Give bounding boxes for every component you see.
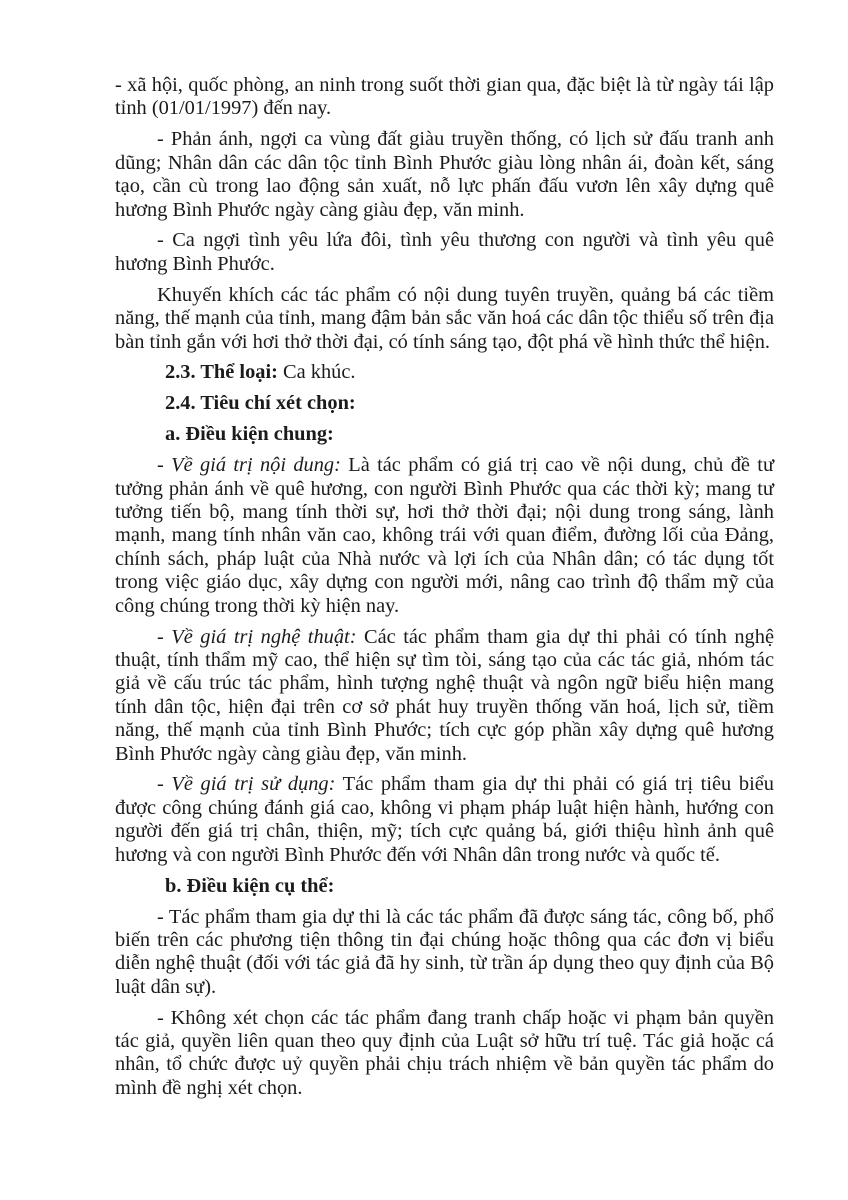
body-paragraph: [115, 454, 774, 618]
heading-paragraph: [115, 392, 774, 415]
text-run-bold: a. Điều kiện chung:: [165, 423, 334, 446]
body-paragraph: [115, 773, 774, 867]
text-run-normal: Tác phẩm tham gia dự thi phải có giá trị tiêu biểu được công chúng đánh giá cao, không vi phạm pháp luật hiện hành, hướng con người đến giá trị chân, thiện, mỹ; tích cực quảng bá, giới thiệu hình ảnh quê hương và con người Bình Phước đến với Nhân dân trong nước và quốc tế.: [115, 773, 774, 866]
body-paragraph: [115, 284, 774, 354]
heading-paragraph: [115, 875, 774, 898]
text-run-normal: - Không xét chọn các tác phẩm đang tranh chấp hoặc vi phạm bản quyền tác giả, quyền liên quan theo quy định của Luật sở hữu trí tuệ. Tác giả hoặc cá nhân, tổ chức được uỷ quyền phải chịu trách nhiệm về bản quyền tác phẩm do mình đề nghị xét chọn.: [115, 1006, 774, 1099]
text-run-normal: Ca khúc.: [283, 361, 356, 384]
body-paragraph: [115, 1007, 774, 1101]
heading-paragraph: [115, 423, 774, 446]
heading-paragraph: [115, 361, 774, 384]
text-run-italic: Về giá trị nghệ thuật:: [171, 625, 357, 648]
text-run-normal: Khuyến khích các tác phẩm có nội dung tuyên truyền, quảng bá các tiềm năng, thế mạnh của tỉnh, mang đậm bản sắc văn hoá các dân tộc thiểu số trên địa bàn tỉnh gắn với hơi thở thời đại, có tính sáng tạo, đột phá về hình thức thể hiện.: [115, 283, 774, 353]
body-paragraph: [115, 906, 774, 1000]
body-paragraph: [115, 128, 774, 222]
body-paragraph: [115, 626, 774, 766]
text-run-italic: Về giá trị sử dụng:: [171, 773, 336, 796]
text-run-normal: -: [157, 773, 172, 796]
text-run-bold: 2.3. Thể loại:: [165, 361, 284, 384]
text-run-normal: - Ca ngợi tình yêu lứa đôi, tình yêu thương con người và tình yêu quê hương Bình Phước.: [115, 229, 774, 275]
text-run-normal: Các tác phẩm tham gia dự thi phải có tính nghệ thuật, tính thẩm mỹ cao, thể hiện sự tìm tòi, sáng tạo của các tác giả, nhóm tác giả về cấu trúc tác phẩm, hình tượng nghệ thuật và ngôn ngữ biểu hiện mang tính dân tộc, hiện đại trên cơ sở phát huy truyền thống văn hoá, lịch sử, tiềm năng, thế mạnh của tỉnh Bình Phước; tích cực góp phần xây dựng quê hương Bình Phước ngày càng giàu đẹp, văn minh.: [115, 625, 774, 765]
text-run-normal: -: [157, 454, 172, 477]
document-body: [115, 74, 774, 1108]
text-run-bold: b. Điều kiện cụ thể:: [165, 874, 335, 897]
text-run-normal: Là tác phẩm có giá trị cao về nội dung, chủ đề tư tưởng phản ánh về quê hương, con người Bình Phước qua các thời kỳ; mang tư tưởng tiến bộ, mang tính thời sự, hơi thở thời đại; nội dung trong sáng, lành mạnh, mang tính nhân văn cao, không trái với quan điểm, đường lối của Đảng, chính sách, pháp luật của Nhà nước và lợi ích của Nhân dân; có tác dụng tốt trong việc giáo dục, xây dựng con người mới, nâng cao trình độ thẩm mỹ của công chúng trong thời kỳ hiện nay.: [115, 454, 774, 617]
body-paragraph: [115, 74, 774, 121]
body-paragraph: [115, 229, 774, 276]
text-run-italic: Về giá trị nội dung:: [171, 454, 341, 477]
text-run-normal: - xã hội, quốc phòng, an ninh trong suốt thời gian qua, đặc biệt là từ ngày tái lập tỉnh (01/01/1997) đến nay.: [115, 74, 774, 120]
text-run-bold: 2.4. Tiêu chí xét chọn:: [165, 392, 356, 415]
text-run-normal: - Tác phẩm tham gia dự thi là các tác phẩm đã được sáng tác, công bố, phổ biến trên các phương tiện thông tin đại chúng hoặc thông qua các đơn vị biểu diễn nghệ thuật (đối với tác giả đã hy sinh, từ trần áp dụng theo quy định của Bộ luật dân sự).: [115, 905, 774, 998]
text-run-normal: - Phản ánh, ngợi ca vùng đất giàu truyền thống, có lịch sử đấu tranh anh dũng; Nhân dân các dân tộc tỉnh Bình Phước giàu lòng nhân ái, đoàn kết, sáng tạo, cần cù trong lao động sản xuất, nỗ lực phấn đấu vươn lên xây dựng quê hương Bình Phước ngày càng giàu đẹp, văn minh.: [115, 128, 774, 221]
text-run-normal: -: [157, 625, 172, 648]
